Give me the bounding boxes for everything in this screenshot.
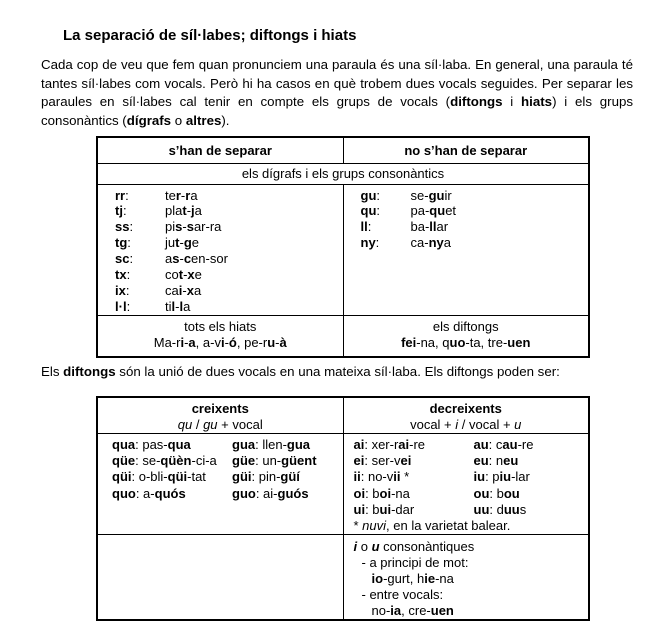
digraph-line [98,235,343,251]
creixents-title: creixents [191,401,249,416]
consonantic-line: - a principi de mot: [361,555,469,571]
separable-examples-cell [97,184,343,315]
example-line: au: cau-re [473,437,534,452]
digraph-line [98,251,343,267]
digraph-line [344,235,589,251]
digraph-word: as-cen-sor [165,251,228,267]
example-line: qüi: o-bli-qüi-tat [112,469,206,485]
digraph-line [344,203,589,219]
separation-table-body-row [97,184,589,315]
decreixents-column-u [474,437,534,518]
digraph-word: plat-ja [165,203,202,219]
digraph-label: ny: [360,235,380,251]
consonantic-line: no-ia, cre-uen [371,602,454,618]
diphthong-paragraph: Els diftongs són la unió de dues vocals en una mateixa síl·laba. Els diftongs poden ser: [41,364,560,379]
example-line: güi: pin-güí [232,469,300,485]
digraph-word: ca-nya [410,235,451,251]
consonantic-line: - entre vocals: [361,586,444,602]
diphthongs-table-bottom-row [97,535,589,620]
digraph-label: gu: [360,187,381,203]
digraph-word: cai-xa [165,282,202,298]
separation-table-subheader-row [97,163,589,184]
decreixents-examples-cell [343,434,589,535]
consonantic-line: io-gurt, hie-na [371,571,454,587]
digraph-line [98,267,343,283]
example-line: oi: boi-na [353,485,410,501]
creixents-header-cell [97,397,343,434]
diftongs-cell [343,315,589,357]
hiats-examples: Ma-ri-a, a-vi-ó, pe-ru-à [153,335,287,351]
separation-table [96,136,590,358]
digraph-label: l·l: [115,298,131,314]
header-cell-no-separar: no s’han de separar [343,137,589,163]
diphthongs-table [96,396,590,621]
digraph-line [98,219,343,235]
separation-table-footer-row [97,315,589,357]
digraph-label: ll: [360,219,372,235]
digraph-label: sc: [115,251,134,267]
hiats-title: tots els hiats [184,318,257,334]
digraph-label: tj: [115,203,127,219]
example-line: gua: llen-gua [232,437,311,452]
example-line: ui: bui-dar [353,501,415,517]
example-line: ou: bou [473,485,520,501]
digraph-word: se-guir [410,187,452,203]
intro-paragraph: Cada cop de veu que fem quan pronunciem una paraula és una síl·laba. En general, una paraula té tantes síl·labes com vocals. Però hi ha casos en què trobem dues vocals seguides. Per separar les paraules en síl·labes cal tenir en compte els grups de vocals (diftongs i hiats) i els grups consonàntics (dígrafs o altres). [41,57,634,128]
decreixents-title: decreixents [429,401,502,416]
decreixents-header-cell [343,397,589,434]
decreixents-subtitle: vocal + i / vocal + u [410,417,522,432]
creixents-column-qu [112,437,232,502]
digraph-label: qu: [360,203,381,219]
diphthongs-table-header-row [97,397,589,434]
example-line: qüe: se-qüèn-ci-a [112,453,217,469]
digraph-word: til-la [165,298,191,314]
diftongs-title: els diftongs [432,318,499,334]
creixents-examples-cell [97,434,343,535]
empty-cell [97,535,343,620]
digraph-line [98,188,343,204]
digraph-label: rr: [115,187,129,203]
digraph-word: ba-llar [410,219,449,235]
digraph-word: jut-ge [165,235,199,251]
subheader-cell-digrafs: els dígrafs i els grups consonàntics [97,163,589,184]
consonantic-line: i o u consonàntiques [353,539,475,555]
digraph-label: tx: [115,267,131,283]
digraph-word: pis-sar-ra [165,219,222,235]
consonantic-cell [343,535,589,620]
diphthongs-table-body-row [97,434,589,535]
header-cell-separar: s’han de separar [97,137,343,163]
separation-table-header-row [97,137,589,163]
digraph-label: ss: [115,219,134,235]
non-separable-examples-cell [343,184,589,315]
example-line: güe: un-güent [232,453,317,469]
page-title: La separació de síl·labes; diftongs i hiats [63,27,357,44]
example-line: ei: ser-vei [353,453,412,469]
example-line: uu: duus [473,501,527,517]
example-line: guo: ai-guós [232,485,309,501]
creixents-subtitle: qu / gu + vocal [177,417,263,432]
balear-footnote: * nuvi, en la varietat balear. [353,518,511,534]
example-line: qua: pas-qua [112,437,191,452]
decreixents-column-i [354,437,474,518]
digraph-line [344,188,589,204]
digraph-word: ter-ra [165,187,198,203]
diftongs-examples: fei-na, quo-ta, tre-uen [401,335,531,351]
creixents-column-gu [232,437,317,502]
example-line: ii: no-vii * [353,469,410,485]
example-line: ai: xer-rai-re [353,437,426,452]
hiats-cell [97,315,343,357]
digraph-line [344,219,589,235]
digraph-word: pa-quet [410,203,457,219]
digraph-line [98,203,343,219]
digraph-line [98,283,343,299]
digraph-label: ix: [115,282,130,298]
example-line: eu: neu [473,453,519,469]
example-line: iu: piu-lar [473,469,530,485]
digraph-line [98,299,343,315]
example-line: quo: a-quós [112,485,186,501]
digraph-label: tg: [115,235,131,251]
digraph-word: cot-xe [165,267,202,283]
